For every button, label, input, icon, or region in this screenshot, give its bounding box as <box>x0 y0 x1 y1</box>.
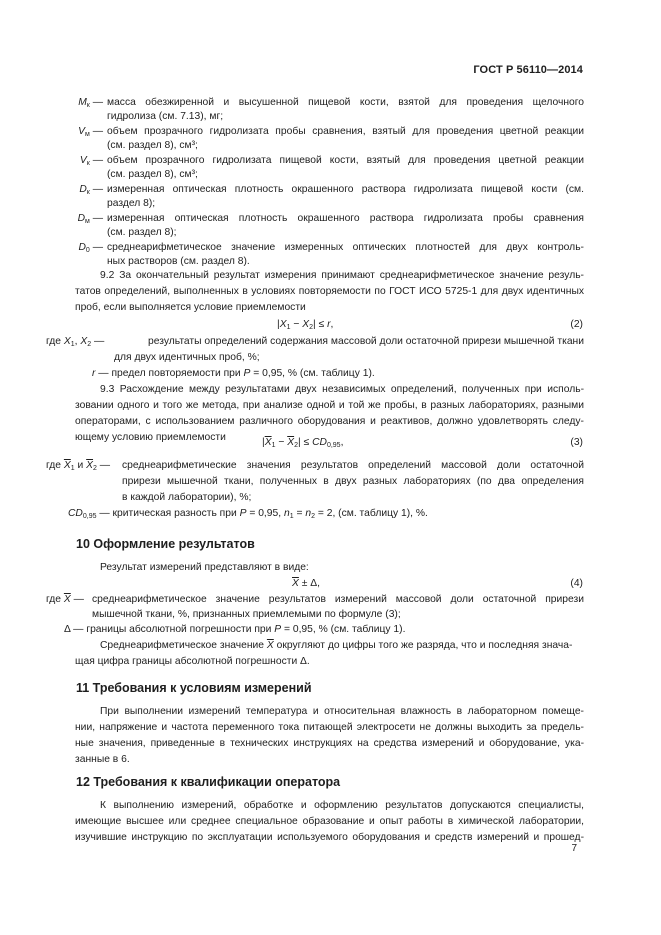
paragraph-9-3-line: 9.3 Расхождение между результатами двух независимых определений, полученных при исполь- <box>100 384 584 395</box>
definition-text: гидролиза (см. 7.13), мг; <box>107 111 224 122</box>
section-11-line: ные значения, приведенные в технических инструкциях на средства измерений и оборудование, ука- <box>75 738 584 749</box>
formula-2: $|X_1 - X_2| \le r$, <box>277 319 334 331</box>
paragraph-9-2-line: татов определений, выполненных в условиях повторяемости по ГОСТ ИСО 5725-1 для двух идентичных <box>75 286 584 297</box>
where-lead: где $X_1$, $X_2$ — <box>46 336 105 348</box>
where-3-text: в каждой лаборатории), %; <box>122 492 252 503</box>
where-4-text: мышечной ткани, %, признанных приемлемыми по формуле (3); <box>92 609 401 620</box>
definition-symbol: $V_м$ — <box>78 126 103 138</box>
definition-text: измеренная оптическая плотность окрашенного раствора гидролизата пищевой кости (см. <box>107 184 584 195</box>
section-10-para: Среднеарифметическое значение $\overline{X}$ округляют до цифры того же разряда, что и последняя знача- <box>100 640 573 651</box>
definition-text: измеренная оптическая плотность окрашенного раствора гидролизата пробы сравнения <box>107 213 584 224</box>
definition-symbol: $D_м$ — <box>77 213 103 225</box>
where-4-delta: Δ — границы абсолютной погрешности при P = 0,95, % (см. таблицу 1). <box>64 624 406 635</box>
section-10-intro: Результат измерений представляют в виде: <box>100 562 309 573</box>
where-2-text: для двух идентичных проб, %; <box>114 352 260 363</box>
definition-text: среднеарифметическое значение измеренных оптических плотностей для двух контроль- <box>107 242 584 253</box>
section-12-line: изучившие инструкцию по эксплуатации используемого оборудования и средств измерений и прошед- <box>75 832 584 843</box>
definition-text: объем прозрачного гидролизата пробы сравнения, взятый для проведения цветной реакции <box>107 126 584 137</box>
where-4-text: среднеарифметическое значение результатов измерений массовой доли остаточной прирези <box>92 594 584 605</box>
section-11-line: При выполнении измерений температура и относительная влажность в лабораторном помеще- <box>100 706 584 717</box>
paragraph-9-3-line: зовании одного и того же метода, при анализе одной и той же пробы, в разных лабораториях, разными <box>75 400 584 411</box>
definition-text: ных растворов (см. раздел 8). <box>107 256 250 267</box>
section-10-title: 10 Оформление результатов <box>76 537 255 551</box>
section-12-title: 12 Требования к квалификации оператора <box>76 775 341 789</box>
definition-symbol: $D_0$ — <box>78 242 103 254</box>
formula-3: $|\overline{X}_1 - \overline{X}_2| \le CD_{0,95}$, <box>262 437 344 449</box>
section-11-line: нии, напряжение и частота переменного тока питающей электросети не должны выходить за предель- <box>75 722 584 733</box>
where-2-r: r — предел повторяемости при P = 0,95, % (см. таблицу 1). <box>92 368 375 379</box>
definition-text: раздел 8); <box>107 198 156 209</box>
formula-4-number: (4) <box>570 578 583 589</box>
document-header: ГОСТ Р 56110—2014 <box>473 64 583 76</box>
paragraph-9-3-line: ющему условию приемлемости <box>75 432 226 443</box>
section-11-line: занные в 6. <box>75 754 130 765</box>
definition-symbol: $V_к$ — <box>79 155 103 167</box>
formula-2-number: (2) <box>570 319 583 330</box>
definition-text: (см. раздел 8), см³; <box>107 140 198 151</box>
definition-symbol: $D_к$ — <box>79 184 103 196</box>
paragraph-9-2-line: проб, если выполняется условие приемлемости <box>75 302 306 313</box>
where-2-text: результаты определений содержания массовой доли остаточной прирези мышечной ткани <box>148 336 584 347</box>
where-3-text: прирези мышечной ткани, полученных в двух разных лабораториях (по два определения <box>122 476 584 487</box>
paragraph-9-3-line: операторами, с использованием различного оборудования и реактивов, должно удовлетворять следу- <box>75 416 584 427</box>
section-11-title: 11 Требования к условиям измерений <box>76 681 312 695</box>
definition-text: (см. раздел 8), см³; <box>107 169 198 180</box>
where-lead: где $\overline{X}$ — <box>46 594 84 605</box>
where-3-cd: $CD_{0,95}$ — критическая разность при P = 0,95, $n_1 = n_2 = 2$, (см. таблицу 1), %. <box>68 508 428 520</box>
definition-text: масса обезжиренной и высушенной пищевой кости, взятой для проведения щелочного <box>107 97 584 108</box>
formula-3-number: (3) <box>570 437 583 448</box>
definition-text: объем прозрачного гидролизата пищевой кости, взятый для проведения цветной реакции <box>107 155 584 166</box>
where-lead: где $\overline{X}_1$ и $\overline{X}_2$ — <box>46 460 111 472</box>
definition-text: (см. раздел 8); <box>107 227 177 238</box>
paragraph-9-2-line: 9.2 За окончательный результат измерения принимают среднеарифметическое значение резуль- <box>100 270 584 281</box>
definition-symbol: $M_к$ — <box>78 97 103 109</box>
page-number: 7 <box>571 843 577 854</box>
where-3-text: среднеарифметические значения результатов определений массовой доли остаточной <box>122 460 584 471</box>
formula-4: $\overline{X} \pm \Delta$, <box>292 578 320 589</box>
section-12-line: имеющие высшее или среднее специальное образование и опыт работы в химической лаборатории, <box>75 816 584 827</box>
section-10-para: щая цифра границы абсолютной погрешности Δ. <box>75 656 310 667</box>
section-12-line: К выполнению измерений, обработке и оформлению результатов допускаются специалисты, <box>100 800 584 811</box>
